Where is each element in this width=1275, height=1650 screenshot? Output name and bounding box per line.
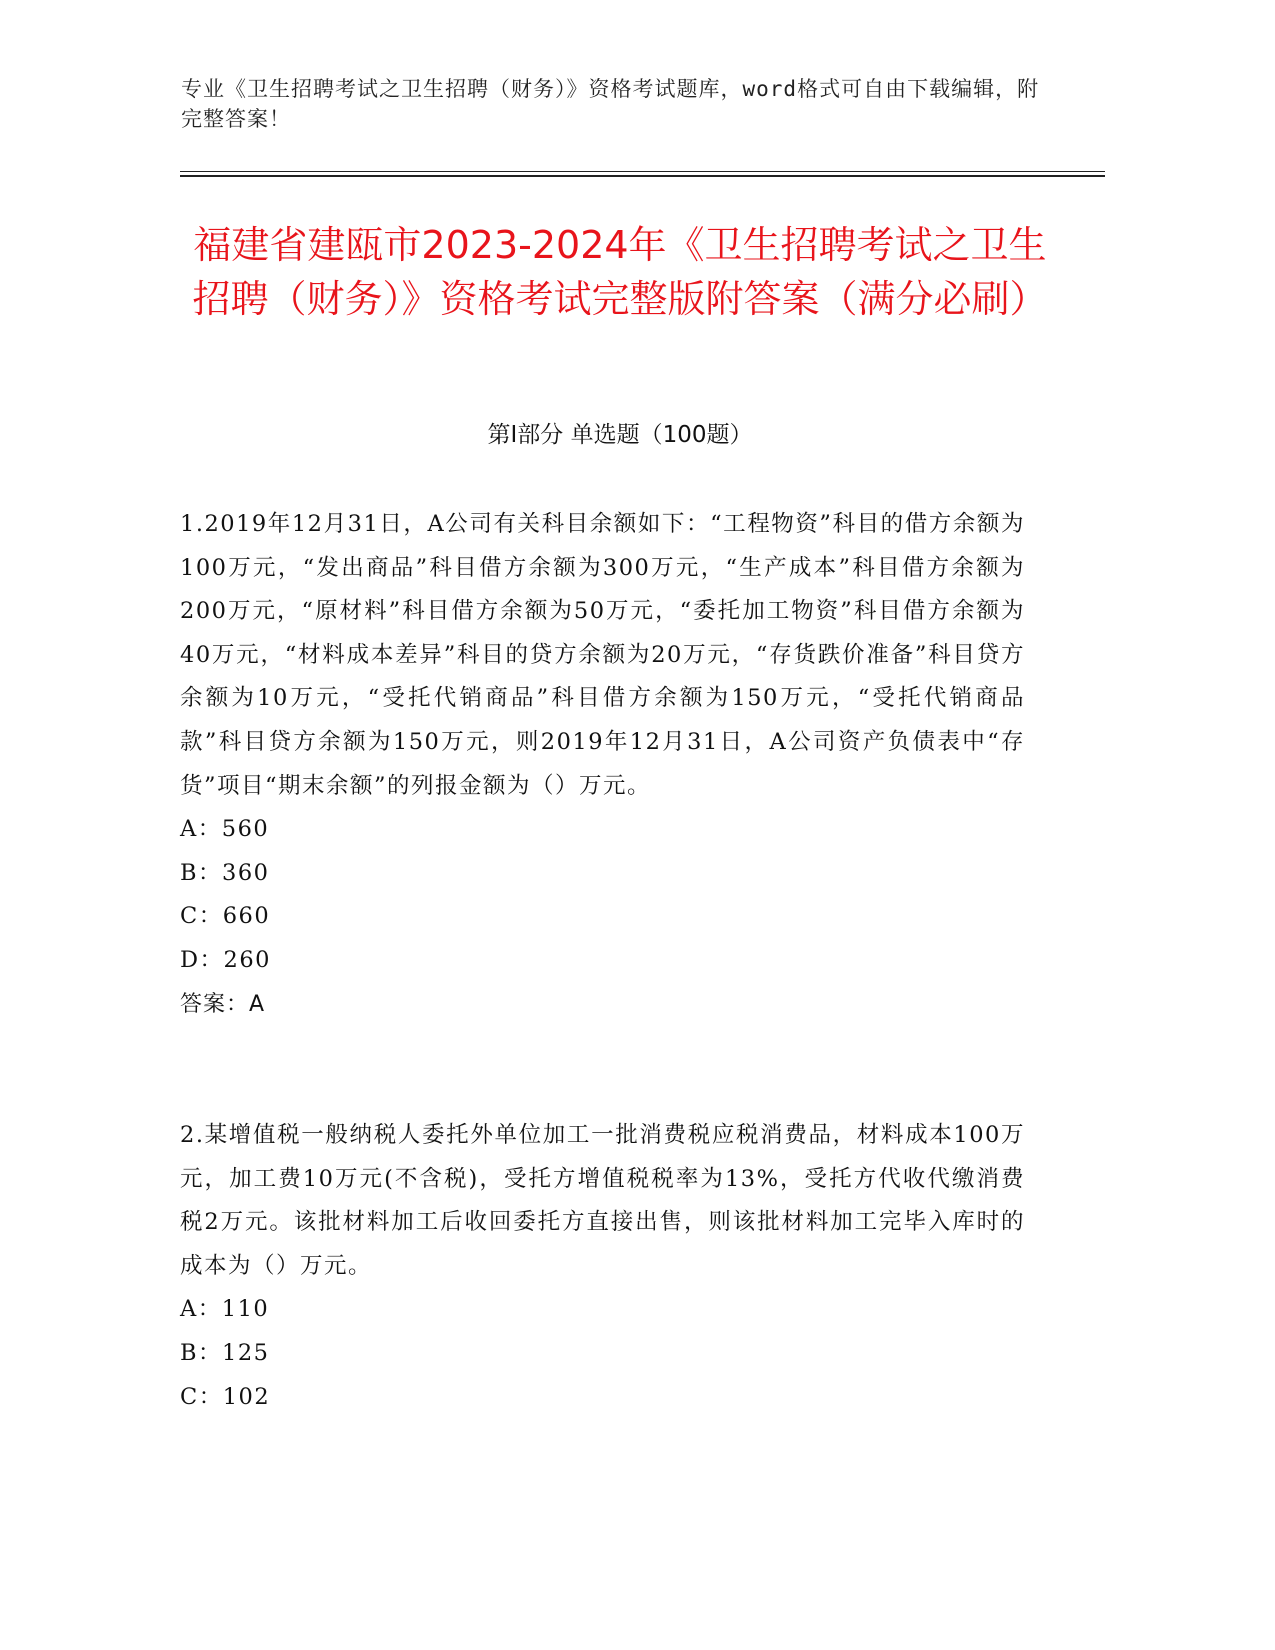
document-title: 福建省建瓯市2023-2024年《卫生招聘考试之卫生招聘（财务）》资格考试完整版附答案（满分必刷）	[192, 223, 1048, 321]
question-stem: 2.某增值税一般纳税人委托外单位加工一批消费税应税消费品，材料成本100万元，加工费10万元(不含税)，受托方增值税税率为13%，受托方代收代缴消费税2万元。该批材料加工后收回委托方直接出售，则该批材料加工完毕入库时的成本为（）万元。	[180, 1122, 1025, 1279]
option-c: C：660	[180, 903, 271, 930]
option-d: D：260	[180, 946, 271, 973]
answer-line: 答案：A	[180, 991, 266, 1017]
question-2	[180, 1114, 1025, 1419]
question-stem: 1.2019年12月31日，A公司有关科目余额如下：“工程物资”科目的借方余额为100万元，“发出商品”科目借方余额为300万元，“生产成本”科目借方余额为200万元，“原材料”科目借方余额为50万元，“委托加工物资”科目借方余额为40万元，“材料成本差异”科目的贷方余额为20万元，“存货跌价准备”科目贷方余额为10万元，“受托代销商品”科目借方余额为150万元，“受托代销商品款”科目贷方余额为150万元，则2019年12月31日，A公司资产负债表中“存货”项目“期末余额”的列报金额为（）万元。	[180, 511, 1025, 799]
section-heading: 第I部分 单选题（100题）	[487, 422, 753, 448]
option-b: B：360	[180, 859, 270, 886]
header-divider-thin	[180, 171, 1105, 172]
option-c: C：102	[180, 1383, 271, 1410]
header-divider-thick	[180, 175, 1105, 177]
question-1	[180, 503, 1025, 1026]
option-b: B：125	[180, 1339, 270, 1366]
option-a: A：560	[180, 816, 270, 843]
header-note: 专业《卫生招聘考试之卫生招聘（财务）》资格考试题库，word格式可自由下载编辑，附完整答案！	[181, 77, 1040, 131]
option-a: A：110	[180, 1296, 270, 1323]
